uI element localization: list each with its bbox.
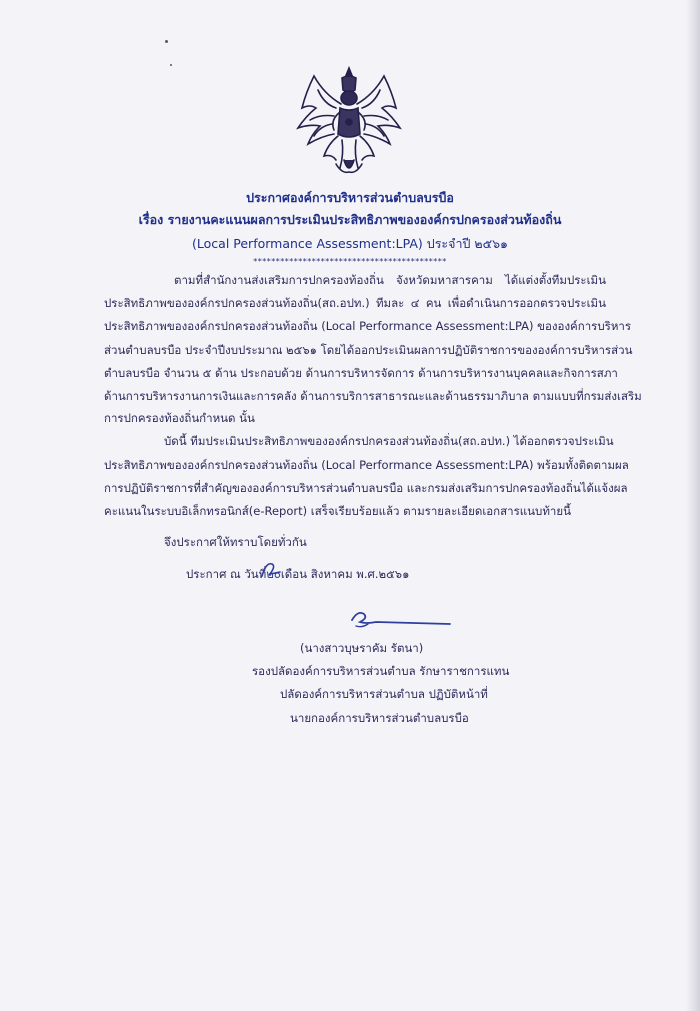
date-day: ๒๐: [266, 567, 281, 581]
document-title: ประกาศองค์การบริหารส่วนตำบลบรบือ: [246, 190, 454, 205]
page-edge-shadow: [686, 0, 700, 1011]
announce-date: [186, 566, 409, 584]
paper-speck: [165, 40, 168, 43]
signer-position-3: นายกองค์การบริหารส่วนตำบลบรบือ: [290, 711, 469, 725]
paragraph-line: ส่วนตำบลบรบือ ประจำปีงบประมาณ ๒๕๖๑ โดยได้ออกประเมินผลการปฏิบัติราชการขององค์การบริหารส่วน: [104, 343, 633, 357]
paragraph-line: การปฏิบัติราชการที่สำคัญขององค์การบริหารส่วนตำบลบรบือ และกรมส่งเสริมการปกครองท้องถิ่นได้แจ้งผล: [104, 481, 628, 495]
announce-line: จึงประกาศให้ทราบโดยทั่วกัน: [164, 535, 307, 549]
paragraph-line: ประสิทธิภาพขององค์กรปกครองส่วนท้องถิ่น (Local Performance Assessment:LPA) พร้อมทั้งติดตามผล: [104, 458, 629, 472]
signer-name: (นางสาวบุษราคัม รัตนา): [300, 641, 424, 655]
paragraph-line: ประสิทธิภาพขององค์กรปกครองส่วนท้องถิ่น(สถ.อปท.) ทีมละ ๔ คน เพื่อดำเนินการออกตรวจประเมิน: [104, 296, 606, 310]
document-subject: เรื่อง รายงานคะแนนผลการประเมินประสิทธิภาพขององค์กรปกครองส่วนท้องถิ่น: [138, 212, 562, 227]
paragraph-line: คะแนนในระบบอิเล็กทรอนิกส์(e-Report) เสร็จเรียบร้อยแล้ว ตามรายละเอียดเอกสารแนบท้ายนี้: [104, 504, 571, 518]
date-rest: เดือน สิงหาคม พ.ศ.๒๕๖๑: [280, 567, 410, 581]
paragraph-line: ตามที่สำนักงานส่งเสริมการปกครองท้องถิ่น จังหวัดมหาสารคาม ได้แต่งตั้งทีมประเมิน: [174, 273, 606, 287]
handwritten-date-mark-icon: [258, 558, 286, 580]
signer-position-2: ปลัดองค์การบริหารส่วนตำบล ปฏิบัติหน้าที่: [280, 687, 488, 701]
garuda-emblem-icon: [284, 64, 414, 180]
paragraph-line: การปกครองท้องถิ่นกำหนด นั้น: [104, 411, 255, 425]
paragraph-line: ด้านการบริหารงานการเงินและการคลัง ด้านการบริการสาธารณะและด้านธรรมาภิบาล ตามแบบที่กรมส่งเสริม: [104, 389, 642, 403]
paragraph-line: บัดนี้ ทีมประเมินประสิทธิภาพขององค์กรปกครองส่วนท้องถิ่น(สถ.อปท.) ได้ออกตรวจประเมิน: [164, 434, 614, 448]
date-prefix: ประกาศ ณ วันที่: [186, 567, 267, 581]
signer-position-1: รองปลัดองค์การบริหารส่วนตำบล รักษาราชการแทน: [252, 664, 510, 678]
document-subtitle: (Local Performance Assessment:LPA) ประจำปี ๒๕๖๑: [192, 236, 508, 251]
divider-stars: *******************************************: [253, 257, 447, 266]
paper-speck: [170, 64, 172, 66]
handwritten-signature-icon: [346, 606, 456, 636]
paragraph-line: ประสิทธิภาพขององค์กรปกครองส่วนท้องถิ่น (Local Performance Assessment:LPA) ขององค์การบริหาร: [104, 319, 632, 333]
paragraph-line: ตำบลบรบือ จำนวน ๕ ด้าน ประกอบด้วย ด้านการบริหารจัดการ ด้านการบริหารงานบุคคลและกิจการสภา: [104, 366, 618, 380]
